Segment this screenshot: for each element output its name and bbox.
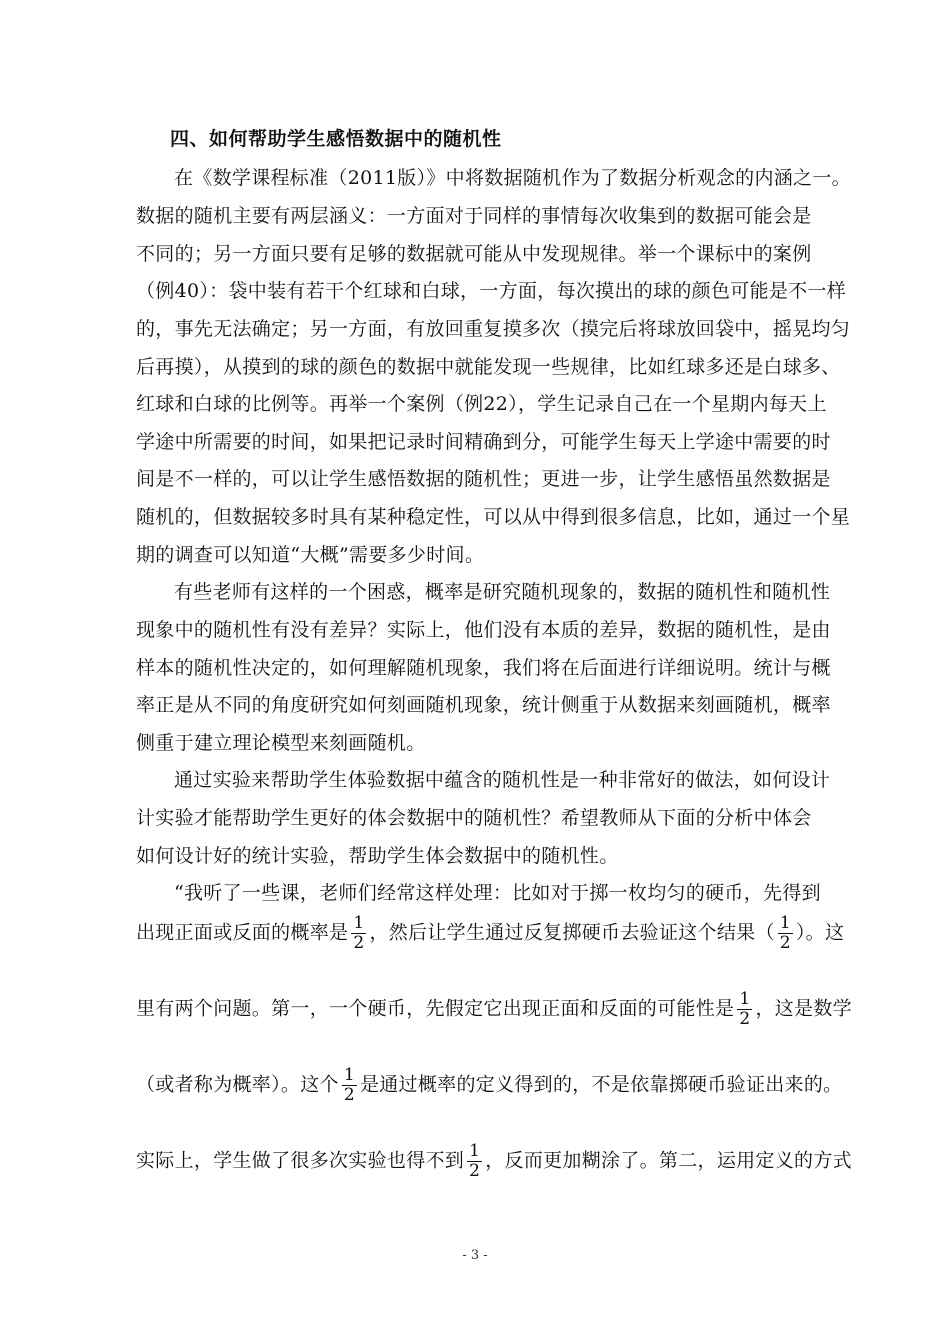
paragraph-line: 在《数学课程标准（2011版）》中将数据随机作为了数据分析观念的内涵之一。 — [174, 167, 851, 189]
fraction-denominator: 2 — [343, 1085, 355, 1105]
paragraph-line: 的，事先无法确定；另一方面，有放回重复摸多次（摸完后将球放回袋中，摇晃均匀 — [136, 318, 851, 340]
text-run: ，反而更加糊涂了。第二，运用定义的方式 — [485, 1149, 852, 1172]
paragraph-line: 期的调查可以知道“大概”需要多少时间。 — [136, 544, 485, 566]
fraction-numerator: 1 — [343, 1065, 355, 1085]
fraction-denominator: 2 — [469, 1161, 481, 1181]
fraction-one-half — [737, 990, 752, 1029]
text-run: ，这是数学 — [755, 997, 852, 1020]
fraction-line — [136, 913, 845, 953]
fraction-line — [136, 1065, 843, 1105]
text-run: ，然后让学生通过反复掷硬币去验证这个结果（ — [369, 921, 775, 944]
fraction-one-half — [778, 914, 793, 953]
paragraph-line: 样本的随机性决定的，如何理解随机现象，我们将在后面进行详细说明。统计与概 — [136, 657, 831, 679]
page-number: - 3 - — [462, 1248, 488, 1263]
paragraph-line: 红球和白球的比例等。再举一个案例（例22），学生记录自己在一个星期内每天上 — [136, 393, 827, 415]
fraction-numerator: 1 — [353, 913, 365, 933]
text-run: 出现正面或反面的概率是 — [136, 921, 349, 944]
paragraph-line: 后再摸），从摸到的球的颜色的数据中就能发现一些规律，比如红球多还是白球多、 — [136, 356, 841, 378]
paragraph-line: 学途中所需要的时间，如果把记录时间精确到分，可能学生每天上学途中需要的时 — [136, 431, 831, 453]
text-run: ）。这 — [795, 921, 845, 944]
text-run: 实际上，学生做了很多次实验也得不到 — [136, 1149, 465, 1172]
fraction-denominator: 2 — [739, 1009, 751, 1029]
paragraph-line: 间是不一样的，可以让学生感悟数据的随机性；更进一步，让学生感悟虽然数据是 — [136, 468, 831, 490]
paragraph-line: 如何设计好的统计实验，帮助学生体会数据中的随机性。 — [136, 845, 619, 867]
fraction-numerator: 1 — [469, 1141, 481, 1161]
fraction-denominator: 2 — [779, 933, 791, 953]
fraction-one-half — [342, 1066, 357, 1105]
paragraph-line: 有些老师有这样的一个困惑，概率是研究随机现象的，数据的随机性和随机性 — [174, 581, 831, 603]
text-run: 是通过概率的定义得到的，不是依靠掷硬币验证出来的。 — [359, 1073, 843, 1096]
fraction-line — [136, 989, 852, 1029]
paragraph-line: 率正是从不同的角度研究如何刻画随机现象，统计侧重于从数据来刻画随机，概率 — [136, 694, 831, 716]
fraction-denominator: 2 — [353, 933, 365, 953]
fraction-numerator: 1 — [739, 989, 751, 1009]
text-run: （或者称为概率）。这个 — [136, 1073, 339, 1096]
fraction-numerator: 1 — [779, 913, 791, 933]
section-heading: 四、如何帮助学生感悟数据中的随机性 — [170, 128, 502, 150]
paragraph-line: 侧重于建立理论模型来刻画随机。 — [136, 732, 426, 754]
paragraph-line: 通过实验来帮助学生体验数据中蕴含的随机性是一种非常好的做法，如何设计 — [174, 769, 831, 791]
paragraph-line: 随机的，但数据较多时具有某种稳定性，可以从中得到很多信息，比如，通过一个星 — [136, 506, 851, 528]
fraction-one-half — [351, 914, 366, 953]
paragraph-line: 计实验才能帮助学生更好的体会数据中的随机性？希望教师从下面的分析中体会 — [136, 807, 812, 829]
paragraph-line: 现象中的随机性有没有差异？实际上，他们没有本质的差异，数据的随机性，是由 — [136, 619, 831, 641]
paragraph-line: （例40）：袋中装有若干个红球和白球，一方面，每次摸出的球的颜色可能是不一样 — [136, 280, 847, 302]
fraction-line — [136, 1141, 852, 1181]
text-run: 里有两个问题。第一，一个硬币，先假定它出现正面和反面的可能性是 — [136, 997, 735, 1020]
fraction-one-half — [467, 1142, 482, 1181]
paragraph-line: 数据的随机主要有两层涵义：一方面对于同样的事情每次收集到的数据可能会是 — [136, 205, 812, 227]
paragraph-line: 不同的；另一方面只要有足够的数据就可能从中发现规律。举一个课标中的案例 — [136, 243, 812, 265]
paragraph-line: “我听了一些课，老师们经常这样处理：比如对于掷一枚均匀的硬币，先得到 — [174, 882, 821, 904]
